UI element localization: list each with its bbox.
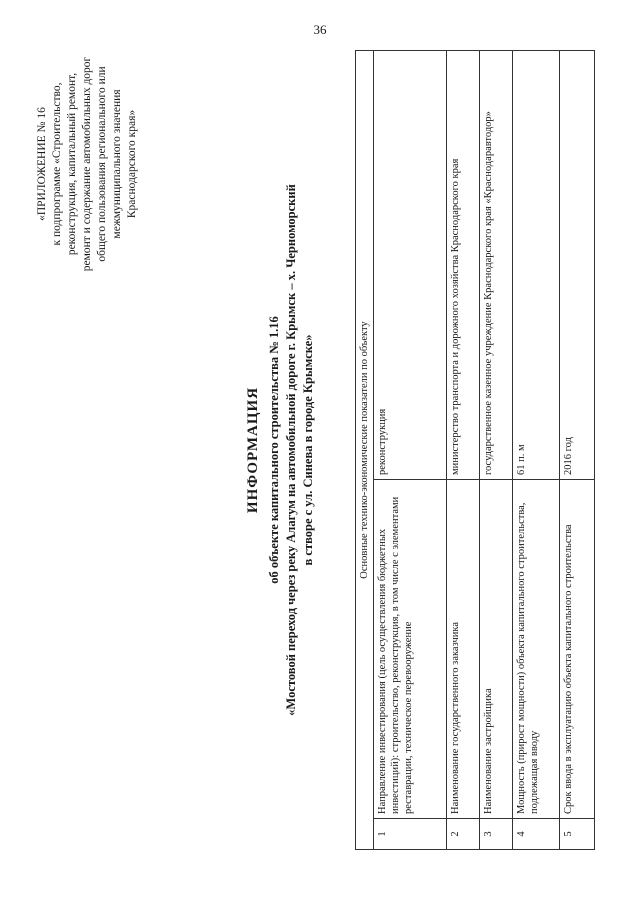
rotated-sheet	[25, 30, 615, 870]
row-label: Срок ввода в эксплуатацию объекта капитального строительства	[560, 480, 595, 819]
row-value: 61 п. м	[513, 51, 560, 480]
table-section-title: Основные технико-экономические показатели по объекту	[356, 51, 374, 850]
table-row	[480, 51, 513, 850]
object-name-line-1: «Мостовой переход через реку Алагум на автомобильной дороге г. Крымск – х. Черноморский	[283, 184, 298, 716]
row-value: министерство транспорта и дорожного хозяйства Краснодарского края	[447, 51, 480, 480]
appendix-line: ремонт и содержание автомобильных дорог	[80, 56, 93, 272]
row-label: Мощность (прирост мощности) объекта капитального строительства, подлежащая вводу	[513, 480, 560, 819]
document-subtitle: об объекте капитального строительства № 1.16	[267, 316, 281, 584]
appendix-line: общего пользования регионального или	[95, 66, 108, 262]
appendix-block	[35, 48, 140, 280]
row-value: государственное казенное учреждение Краснодарского края «Краснодаравтодор»	[480, 51, 513, 480]
appendix-line: межмуниципального значения	[110, 89, 123, 239]
document-title: ИНФОРМАЦИЯ	[245, 386, 261, 514]
row-number: 2	[447, 819, 480, 850]
page-number: 36	[313, 22, 327, 37]
row-number: 5	[560, 819, 595, 850]
appendix-line: реконструкция, капитальный ремонт,	[65, 72, 78, 256]
row-value: 2016 год	[560, 51, 595, 480]
row-number: 3	[480, 819, 513, 850]
row-label: Направление инвестирования (цель осуществления бюджетных инвестиций): строительство, реконструкция, в том числе с элементами реставрации, техническое перевооружение	[374, 480, 447, 819]
row-label: Наименование застройщика	[480, 480, 513, 819]
object-name-line-2: в створе с ул. Синева в городе Крымске»	[300, 334, 315, 566]
table-row	[374, 51, 447, 850]
appendix-line: Краснодарского края»	[125, 109, 138, 219]
row-value: реконструкция	[374, 51, 447, 480]
indicators-table	[355, 50, 595, 850]
table-row	[560, 51, 595, 850]
appendix-line: «ПРИЛОЖЕНИЕ № 16	[36, 107, 48, 221]
document-heading	[245, 30, 317, 870]
row-number: 4	[513, 819, 560, 850]
table-row	[447, 51, 480, 850]
appendix-line: к подпрограмме «Строительство,	[50, 82, 63, 246]
row-number: 1	[374, 819, 447, 850]
row-label: Наименование государственного заказчика	[447, 480, 480, 819]
table-row	[513, 51, 560, 850]
